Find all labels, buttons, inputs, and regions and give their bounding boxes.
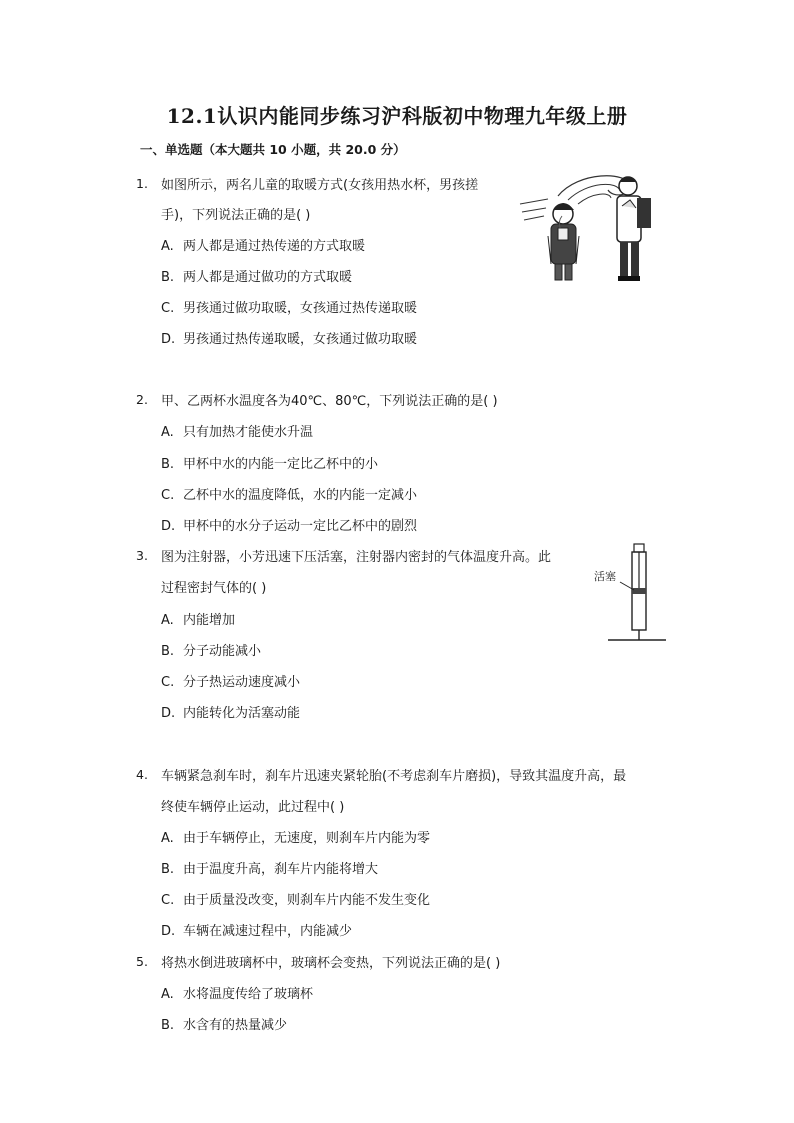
option-c[interactable]: C. 分子热运动速度减小 [161, 675, 301, 690]
option-b[interactable]: B. 甲杯中水的内能一定比乙杯中的小 [161, 457, 379, 472]
option-c[interactable]: C. 男孩通过做功取暖，女孩通过热传递取暖 [161, 301, 418, 316]
option-b[interactable]: B. 分子动能减小 [161, 644, 262, 659]
option-d[interactable]: D. 甲杯中的水分子运动一定比乙杯中的剧烈 [161, 519, 418, 534]
question-number: 4. [136, 767, 148, 782]
question-text: 终使车辆停止运动，此过程中( ) [161, 800, 345, 815]
question-text: 过程密封气体的( ) [161, 581, 267, 596]
question-text: 车辆紧急刹车时，刹车片迅速夹紧轮胎(不考虑刹车片磨损)，导致其温度升高，最 [161, 769, 627, 784]
option-b[interactable]: B. 两人都是通过做功的方式取暖 [161, 270, 353, 285]
question-number: 2. [136, 392, 148, 407]
question-number: 5. [136, 954, 148, 969]
question-text: 将热水倒进玻璃杯中，玻璃杯会变热，下列说法正确的是( ) [161, 956, 501, 971]
option-c[interactable]: C. 乙杯中水的温度降低，水的内能一定减小 [161, 488, 418, 503]
question-number: 1. [136, 176, 148, 191]
question-number: 3. [136, 548, 148, 563]
option-b[interactable]: B. 由于温度升高，刹车片内能将增大 [161, 862, 379, 877]
option-c[interactable]: C. 由于质量没改变，则刹车片内能不发生变化 [161, 893, 431, 908]
page-title: 12.1认识内能同步练习沪科版初中物理九年级上册 [166, 104, 628, 128]
option-a[interactable]: A. 内能增加 [161, 613, 236, 628]
option-d[interactable]: D. 男孩通过热传递取暖，女孩通过做功取暖 [161, 332, 418, 347]
question-text: 图为注射器，小芳迅速下压活塞，注射器内密封的气体温度升高。此 [161, 550, 552, 565]
option-a[interactable]: A. 只有加热才能使水升温 [161, 425, 314, 440]
section-heading: 一、单选题（本大题共 10 小题，共 20.0 分） [140, 142, 406, 157]
option-b[interactable]: B. 水含有的热量减少 [161, 1018, 288, 1033]
option-d[interactable]: D. 车辆在减速过程中，内能减少 [161, 924, 353, 939]
question-text: 手)，下列说法正确的是( ) [161, 208, 311, 223]
option-a[interactable]: A. 由于车辆停止，无速度，则刹车片内能为零 [161, 831, 431, 846]
option-d[interactable]: D. 内能转化为活塞动能 [161, 706, 301, 721]
question-text: 甲、乙两杯水温度各为40℃、80℃，下列说法正确的是( ) [161, 394, 498, 409]
piston-label: 活塞 [594, 570, 616, 583]
question-text: 如图所示，两名儿童的取暖方式(女孩用热水杯，男孩搓 [161, 178, 479, 193]
option-a[interactable]: A. 水将温度传给了玻璃杯 [161, 987, 314, 1002]
children-warming-illustration [518, 166, 668, 286]
option-a[interactable]: A. 两人都是通过热传递的方式取暖 [161, 239, 366, 254]
syringe-illustration [604, 542, 668, 646]
